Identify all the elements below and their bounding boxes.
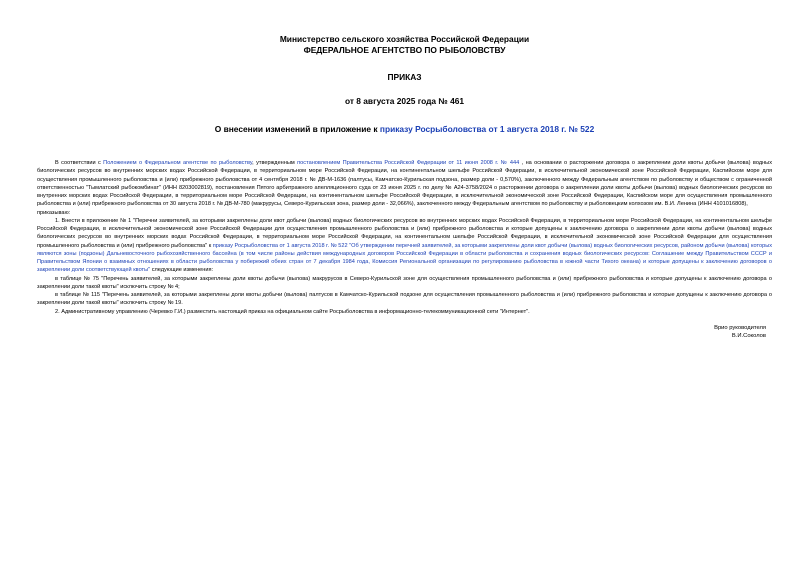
- basis-text-1: В соответствии с: [55, 160, 104, 166]
- title-order-link[interactable]: приказу Росрыболовства от 1 августа 2018 г. № 522: [379, 124, 595, 134]
- basis-text-3: , на основании о расторжении договора о закреплении доли квоты добычи (вылова) водных биологических ресурсов во внутренних морских водах Российской Федерации, в территориальном море Российской Федерации, на континентальном шельфе Российской Федерации, в исключительной экономической зоне Российской Федерации, Каспийском море для осуществления промышленного рыболовства и (или) прибрежного рыболовства от 4 сентября 2018 г. № ДВ-М-1636 (палтусы, Камчатско-Курильская подзона, размер доли - 0,570%), заключенного между Федеральным агентством по рыболовству и обществом с ограниченной ответственностью "Тымлатский рыбокомбинат" (ИНН 8203002819), постановления Пятого арбитражного апелляционного суда от 23 июня 2025 г. по делу № А24-3758/2024 о расторжении договора о закреплении доли квоты добычи (вылова) водных биологических ресурсов во внутренних морских водах Российской Федерации, в территориальном море Российской Федерации, на континентальном шельфе Российской Федерации, в исключительной экономической зоне Российской Федерации, Каспийском море для осуществления промышленного рыболовства и (или) прибрежного рыболовства от 30 августа 2018 г. № ДВ-М-780 (макрурусы, Северо-Курильская зона, размер доли - 32,066%), заключенного между Федеральным агентством по рыболовству и рыболовецким колхозом им. В.И. Ленина (ИНН 4101016808),: [37, 160, 772, 208]
- order-522-link[interactable]: приказу Росрыболовства от 1 августа 2018 г. № 522: [212, 242, 348, 249]
- regulation-link[interactable]: Положением о Федеральном агентстве по рыболовству: [103, 160, 253, 166]
- agency-name: ФЕДЕРАЛЬНОЕ АГЕНТСТВО ПО РЫБОЛОВСТВУ: [303, 45, 506, 55]
- government-decree-link[interactable]: постановлением Правительства Российской Федерации от 11 июня 2008 г. № 444: [297, 160, 520, 166]
- item1-text-3: следующие изменения:: [150, 267, 214, 274]
- ministry-name: Министерство сельского хозяйства Российской Федерации: [279, 34, 530, 44]
- paragraph-item-1: [37, 217, 772, 275]
- document: [37, 34, 772, 341]
- document-body: [37, 159, 772, 316]
- document-date-number: от 8 августа 2025 года № 461: [344, 96, 465, 106]
- paragraph-order-word: приказываю:: [37, 209, 71, 216]
- paragraph-table-75: в таблице № 75 "Перечень заявителей, за которыми закреплены доли квоты добычи (вылова) макрурусов в Северо-Курильской зоне для осуществления промышленного рыболовства и (или) прибрежного рыболовства и которые допущены к заключению договора о закреплении доли такой квоты" исключить строку № 4;: [37, 275, 772, 290]
- basis-text-2: , утвержденным: [252, 160, 298, 166]
- title-prefix: О внесении изменений в приложение к: [214, 124, 380, 134]
- paragraph-table-115: в таблице № 115 "Перечень заявителей, за которыми закреплены доли квоты добычи (вылова) палтусов в Камчатско-Курильской подзоне для осуществления промышленного рыболовства и (или) прибрежного рыболовства и которые допущены к заключению договора о закреплении доли такой квоты" исключить строку № 19.: [37, 292, 772, 307]
- item1-text-1: 1. Внести в приложение № 1 "Перечни заявителей, за которыми закреплены доли квот добычи (вылова) водных биологических ресурсов во внутренних морских водах Российской Федерации, в территориальном море Российской Федерации, на континентальном шельфе Российской Федерации, в исключительной экономической зоне Российской Федерации для осуществления промышленного рыболовства и (или) прибрежного рыболовства и которые допущены к заключению договора о закреплении доли квоты добычи (вылова) водных биологических ресурсов во внутренних морских водах Российской Федерации, в территориальном море Российской Федерации, на континентальном шельфе Российской Федерации, в исключительной экономической зоне Российской Федерации для осуществления промышленного рыболовства и (или) прибрежного рыболовства" к: [37, 217, 772, 249]
- document-title: [37, 124, 772, 135]
- paragraph-basis: [37, 159, 772, 209]
- signature-block: [37, 324, 772, 341]
- document-type: ПРИКАЗ: [387, 72, 422, 82]
- paragraph-item-2: 2. Административному управлению (Черевко Г.И.) разместить настоящий приказ на официальном сайте Росрыболовства в информационно-телекоммуникационной сети "Интернет".: [55, 308, 530, 315]
- order-522-title-link[interactable]: "Об утверждении перечней заявителей, за которыми закреплены доли квот добычи (вылова) водных биологических ресурсов, районом добычи (вылова) которых являются зоны (подзоны) Дальневосточного рыбохозяйственного бассейна (в том числе районы действия международных договоров Российской Федерации в области рыболовства и сохранения водных биологических ресурсов: Соглашение между Правительством СССР и Правительством Японии о взаимных отношениях в области рыболовства у побережий обеих стран от 7 декабря 1984 года, Комиссия Региональной организации по регулированию рыболовства в южной части Тихого океана) и которые допущены к заключению договоров о закреплении доли соответствующей квоты": [37, 242, 773, 274]
- signatory-position: Врио руководителя: [714, 324, 766, 331]
- signatory-name: В.И.Соколов: [731, 333, 766, 340]
